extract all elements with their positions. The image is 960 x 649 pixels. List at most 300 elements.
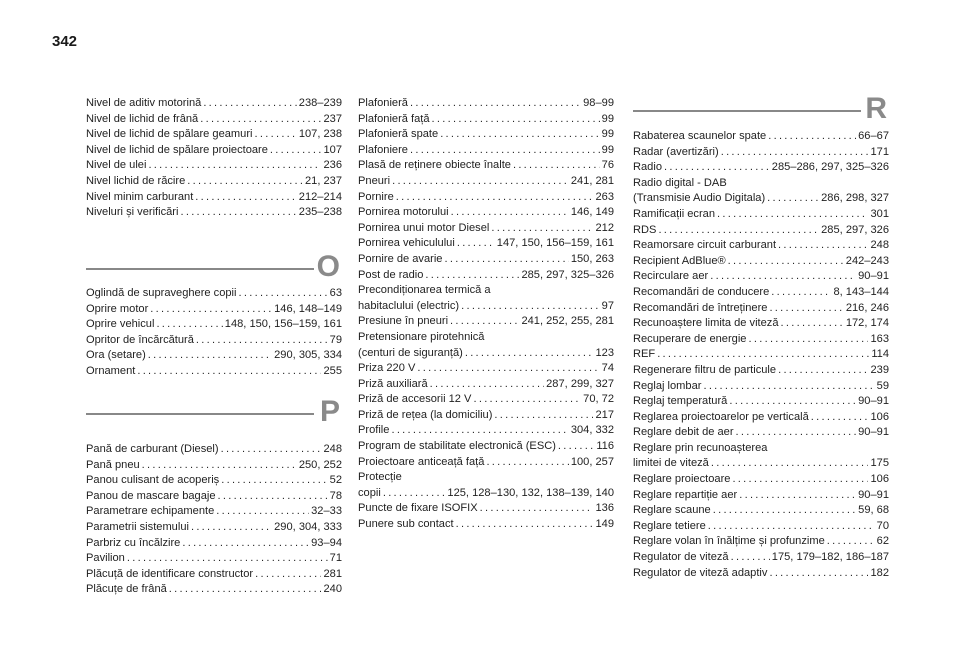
index-pages: 212	[595, 221, 614, 234]
leader-dots	[410, 96, 581, 112]
index-entry	[358, 346, 614, 362]
leader-dots	[827, 534, 875, 550]
index-pages: 238–239	[298, 97, 342, 109]
leader-dots	[480, 501, 594, 517]
index-pages: 255	[323, 364, 342, 377]
leader-dots	[732, 472, 868, 488]
leader-dots	[811, 410, 869, 426]
leader-dots	[187, 174, 303, 190]
index-pages: 150, 263	[570, 252, 614, 265]
index-pages: 285–286, 297, 325–326	[771, 161, 889, 174]
index-pages: 59	[876, 379, 889, 392]
section-rule	[86, 268, 314, 270]
index-entry	[86, 551, 342, 567]
leader-dots	[728, 254, 844, 270]
leader-dots	[558, 439, 594, 455]
index-term: Nivel de ulei	[86, 159, 147, 172]
index-term: copii	[358, 486, 381, 499]
index-term: (Transmisie Audio Digitala)	[633, 192, 766, 205]
leader-dots	[169, 582, 322, 598]
index-term: Nivel de aditiv motorină	[86, 97, 202, 109]
index-term: Pornire de avarie	[358, 252, 443, 265]
index-term: Oglindă de supraveghere copii	[86, 287, 237, 299]
index-entry	[86, 458, 342, 474]
index-entry	[358, 361, 614, 377]
index-term: Pneuri	[358, 174, 391, 187]
index-term: Recunoaștere limita de viteză	[633, 317, 779, 330]
leader-dots	[736, 425, 857, 441]
leader-dots	[430, 377, 544, 393]
index-pages: 286, 298, 327	[821, 192, 889, 205]
leader-dots	[238, 286, 327, 302]
index-term: Regulator de viteză adaptiv	[633, 566, 768, 579]
index-group-o	[86, 286, 342, 380]
index-entry	[86, 174, 342, 190]
index-entry	[358, 127, 614, 143]
index-entry	[86, 190, 342, 206]
leader-dots	[494, 408, 593, 424]
index-pages: 242–243	[845, 254, 889, 267]
index-pages: 123	[595, 346, 614, 359]
index-term: Ramificații ecran	[633, 207, 715, 220]
index-entry	[358, 205, 614, 221]
index-term: Panou culisant de acoperiș	[86, 474, 220, 487]
index-term: Parametrii sistemului	[86, 520, 189, 533]
index-entry	[633, 363, 889, 379]
index-pages: 240	[323, 583, 342, 596]
index-entry	[633, 550, 889, 566]
index-entry	[633, 145, 889, 161]
index-pages: 241, 281	[570, 174, 614, 187]
index-term: limitei de viteză	[633, 457, 709, 470]
index-entry	[358, 96, 614, 112]
leader-dots	[444, 252, 568, 268]
index-pages: 182	[870, 566, 889, 579]
index-entry	[633, 269, 889, 285]
index-pages: 172, 174	[845, 317, 889, 330]
section-letter: P	[319, 395, 340, 428]
index-entry	[358, 252, 614, 268]
index-pages: 114	[871, 348, 889, 361]
leader-dots	[396, 190, 594, 206]
index-term: Pană de carburant (Diesel)	[86, 443, 219, 455]
index-term: Regulator de viteză	[633, 551, 729, 564]
index-pages: 70	[876, 519, 889, 532]
leader-dots	[767, 191, 819, 207]
index-pages: 285, 297, 325–326	[521, 268, 614, 281]
leader-dots	[425, 268, 519, 284]
leader-dots	[739, 488, 856, 504]
leader-dots	[710, 269, 856, 285]
leader-dots	[748, 332, 868, 348]
index-term: Nivel de lichid de spălare proiectoare	[86, 143, 268, 156]
index-term: Pornirea motorului	[358, 206, 449, 219]
index-term: Reglaj temperatură	[633, 395, 728, 408]
index-entry	[358, 517, 614, 533]
index-term: Nivel lichid de răcire	[86, 174, 186, 187]
index-pages: 248	[870, 239, 889, 252]
leader-dots	[255, 127, 297, 143]
index-entry	[86, 364, 342, 380]
index-entry	[633, 503, 889, 519]
index-term: (centuri de siguranță)	[358, 346, 463, 359]
index-term: Post de radio	[358, 268, 424, 281]
index-pages: 248	[323, 443, 342, 455]
index-pages: 241, 252, 255, 281	[521, 315, 614, 328]
index-pages: 99	[601, 143, 614, 156]
index-entry	[633, 191, 889, 207]
index-pages: 212–214	[298, 190, 342, 203]
leader-dots	[491, 221, 593, 237]
index-pages: 263	[595, 190, 614, 203]
index-pages: 63	[329, 287, 342, 299]
index-entry	[633, 425, 889, 441]
index-entry	[633, 534, 889, 550]
leader-dots	[196, 333, 328, 349]
index-column-1	[86, 96, 342, 221]
leader-dots	[410, 143, 600, 159]
leader-dots	[731, 550, 770, 566]
index-term: Plafoniere	[358, 143, 408, 156]
index-entry	[633, 347, 889, 363]
index-term: Plăcuță de identificare constructor	[86, 567, 254, 580]
index-term: Punere sub contact	[358, 518, 454, 531]
leader-dots	[200, 112, 321, 128]
index-pages: 90–91	[858, 426, 889, 439]
index-entry	[633, 332, 889, 348]
index-term: Recuperare de energie	[633, 332, 747, 345]
section-letter: R	[865, 92, 887, 125]
leader-dots	[156, 317, 222, 333]
index-term: habitaclului (electric)	[358, 299, 460, 312]
index-entry	[358, 455, 614, 471]
index-pages: 237	[323, 112, 342, 125]
section-header-r	[633, 92, 889, 125]
index-pages: 146, 149	[570, 206, 614, 219]
leader-dots	[218, 489, 328, 505]
index-entry	[633, 519, 889, 535]
index-pages: 236	[323, 159, 342, 172]
index-term: Recomandări de întreținere	[633, 301, 768, 314]
index-column-2	[358, 96, 614, 533]
leader-dots	[658, 223, 819, 239]
index-term: Plafonieră față	[358, 112, 430, 125]
index-entry	[86, 112, 342, 128]
index-pages: 301	[870, 207, 889, 220]
index-entry	[633, 441, 889, 457]
index-entry	[358, 236, 614, 252]
leader-dots	[457, 236, 495, 252]
index-entry	[86, 286, 342, 302]
index-entry	[358, 330, 614, 346]
index-term: Reglare prin recunoașterea	[633, 441, 768, 454]
index-term: Nivel minim carburant	[86, 190, 194, 203]
leader-dots	[703, 379, 874, 395]
index-term: Reglarea proiectoarelor pe verticală	[633, 410, 809, 423]
leader-dots	[432, 112, 600, 128]
leader-dots	[778, 238, 868, 254]
leader-dots	[486, 455, 568, 471]
index-entry	[633, 316, 889, 332]
index-entry	[358, 112, 614, 128]
index-entry	[86, 158, 342, 174]
index-term: Niveluri și verificări	[86, 206, 179, 219]
index-pages: 59, 68	[858, 504, 889, 517]
leader-dots	[456, 517, 594, 533]
index-term: Presiune în pneuri	[358, 315, 449, 328]
index-entry	[358, 158, 614, 174]
index-pages: 71	[329, 552, 342, 565]
leader-dots	[391, 423, 568, 439]
leader-dots	[657, 347, 869, 363]
index-pages: 146, 148–149	[274, 302, 342, 315]
index-term: Nivel de lichid de frână	[86, 112, 199, 125]
index-entry	[86, 127, 342, 143]
index-group-p-cont	[358, 96, 614, 533]
index-pages: 62	[876, 535, 889, 548]
index-group-n	[86, 96, 342, 221]
leader-dots	[203, 96, 296, 112]
index-pages: 217	[595, 408, 614, 421]
section-rule	[633, 110, 861, 112]
index-term: Proiectoare anticeață față	[358, 455, 485, 468]
index-entry	[633, 301, 889, 317]
index-pages: 106	[870, 473, 889, 486]
index-entry	[86, 536, 342, 552]
index-entry	[633, 456, 889, 472]
index-term: Reglare scaune	[633, 504, 711, 517]
index-pages: 281	[323, 567, 342, 580]
index-pages: 285, 297, 326	[821, 223, 889, 236]
leader-dots	[769, 301, 843, 317]
index-term: REF	[633, 348, 656, 361]
index-entry	[633, 472, 889, 488]
index-entry	[86, 567, 342, 583]
index-term: Priză auxiliară	[358, 377, 428, 390]
leader-dots	[180, 205, 296, 221]
index-pages: 148, 150, 156–159, 161	[224, 318, 342, 331]
index-entry	[633, 129, 889, 145]
index-pages: 79	[329, 333, 342, 346]
leader-dots	[221, 473, 327, 489]
index-term: Rabaterea scaunelor spate	[633, 130, 767, 142]
index-entry	[86, 442, 342, 458]
index-pages: 290, 305, 334	[274, 349, 342, 362]
index-pages: 93–94	[311, 536, 342, 549]
index-entry	[633, 160, 889, 176]
leader-dots	[137, 364, 321, 380]
leader-dots	[440, 127, 599, 143]
index-entry	[358, 377, 614, 393]
index-pages: 90–91	[858, 395, 889, 408]
leader-dots	[729, 394, 856, 410]
index-pages: 136	[595, 502, 614, 515]
index-term: Profile	[358, 424, 390, 437]
index-pages: 90–91	[858, 488, 889, 501]
index-pages: 99	[601, 112, 614, 125]
index-entry	[86, 348, 342, 364]
leader-dots	[461, 299, 600, 315]
index-term: Pretensionare pirotehnică	[358, 330, 485, 343]
leader-dots	[417, 361, 599, 377]
index-term: Nivel de lichid de spălare geamuri	[86, 128, 253, 141]
index-pages: 149	[595, 518, 614, 531]
index-pages: 99	[601, 128, 614, 141]
index-entry	[633, 410, 889, 426]
index-pages: 32–33	[311, 505, 342, 518]
index-entry	[633, 238, 889, 254]
index-pages: 304, 332	[570, 424, 614, 437]
index-pages: 107	[323, 143, 342, 156]
index-term: Plafonieră	[358, 97, 408, 109]
leader-dots	[270, 143, 322, 159]
index-entry	[86, 333, 342, 349]
index-entry	[633, 394, 889, 410]
index-entry	[633, 176, 889, 192]
index-term: Priză de rețea (la domiciliu)	[358, 408, 493, 421]
index-term: Pană pneu	[86, 458, 140, 471]
index-term: Plasă de reținere obiecte înalte	[358, 159, 511, 172]
index-pages: 74	[601, 362, 614, 375]
section-rule	[86, 413, 314, 415]
index-group-p	[86, 442, 342, 598]
index-entry	[358, 486, 614, 502]
index-group-p-wrap	[86, 442, 342, 598]
index-entry	[633, 379, 889, 395]
index-term: Regenerare filtru de particule	[633, 363, 777, 376]
index-term: Recomandări de conducere	[633, 285, 770, 298]
index-pages: 175, 179–182, 186–187	[771, 551, 889, 564]
index-entry	[358, 174, 614, 190]
leader-dots	[191, 520, 272, 536]
leader-dots	[255, 567, 321, 583]
index-entry	[86, 205, 342, 221]
leader-dots	[771, 285, 831, 301]
section-header-o	[86, 250, 342, 283]
index-pages: 21, 237	[304, 174, 342, 187]
index-term: Recipient AdBlue®	[633, 254, 726, 267]
index-entry	[358, 423, 614, 439]
index-pages: 52	[329, 474, 342, 487]
index-term: Radio digital - DAB	[633, 176, 727, 189]
index-pages: 116	[596, 440, 614, 453]
index-entry	[86, 302, 342, 318]
index-term: Pavilion	[86, 552, 125, 565]
index-term: Priză de accesorii 12 V	[358, 393, 472, 406]
leader-dots	[708, 519, 875, 535]
index-column-3	[633, 129, 889, 581]
index-pages: 175	[870, 457, 889, 470]
index-term: Precondiționarea termică a	[358, 284, 491, 297]
index-pages: 216, 246	[845, 301, 889, 314]
index-term: Reglaj lombar	[633, 379, 702, 392]
index-entry	[633, 223, 889, 239]
index-term: Parametrare echipamente	[86, 505, 215, 518]
index-entry	[358, 143, 614, 159]
index-pages: 8, 143–144	[833, 285, 889, 298]
index-term: Program de stabilitate electronică (ESC)	[358, 440, 556, 453]
leader-dots	[392, 174, 569, 190]
leader-dots	[142, 458, 297, 474]
leader-dots	[195, 190, 297, 206]
index-pages: 90–91	[858, 270, 889, 283]
index-term: Parbriz cu încălzire	[86, 536, 181, 549]
index-term: Plăcuțe de frână	[86, 583, 167, 596]
index-pages: 250, 252	[298, 458, 342, 471]
index-entry	[358, 268, 614, 284]
index-entry	[358, 221, 614, 237]
index-pages: 66–67	[858, 130, 889, 142]
index-term: Oprire motor	[86, 302, 149, 315]
index-term: Panou de mascare bagaje	[86, 489, 216, 502]
leader-dots	[769, 566, 868, 582]
leader-dots	[465, 346, 594, 362]
index-entry	[86, 143, 342, 159]
index-term: Puncte de fixare ISOFIX	[358, 502, 478, 515]
index-pages: 107, 238	[298, 128, 342, 141]
index-term: RDS	[633, 223, 657, 236]
index-entry	[358, 470, 614, 486]
index-pages: 97	[601, 299, 614, 312]
leader-dots	[127, 551, 328, 567]
leader-dots	[717, 207, 868, 223]
index-pages: 106	[870, 410, 889, 423]
leader-dots	[664, 160, 770, 176]
index-entry	[358, 190, 614, 206]
leader-dots	[711, 456, 869, 472]
index-pages: 163	[870, 332, 889, 345]
index-entry	[358, 439, 614, 455]
index-term: Protecție	[358, 471, 402, 484]
index-term: Reglare volan în înălțime și profunzime	[633, 535, 825, 548]
leader-dots	[150, 302, 272, 318]
index-term: Oprire vehicul	[86, 318, 155, 331]
index-entry	[633, 488, 889, 504]
index-group-r	[633, 129, 889, 581]
index-pages: 287, 299, 327	[546, 377, 614, 390]
index-entry	[86, 489, 342, 505]
index-entry	[358, 408, 614, 424]
index-pages: 76	[601, 159, 614, 172]
index-pages: 70, 72	[583, 393, 614, 406]
leader-dots	[713, 503, 856, 519]
leader-dots	[721, 145, 869, 161]
leader-dots	[768, 129, 856, 145]
index-entry	[633, 285, 889, 301]
leader-dots	[148, 158, 321, 174]
index-entry	[86, 520, 342, 536]
index-term: Priza 220 V	[358, 362, 416, 375]
leader-dots	[513, 158, 600, 174]
index-pages: 147, 150, 156–159, 161	[496, 237, 614, 250]
leader-dots	[148, 348, 272, 364]
index-term: Radio	[633, 161, 662, 174]
index-entry	[86, 96, 342, 112]
index-entry	[358, 501, 614, 517]
index-entry	[358, 392, 614, 408]
index-pages: 125, 128–130, 132, 138–139, 140	[447, 486, 614, 499]
index-entry	[358, 299, 614, 315]
index-term: Reamorsare circuit carburant	[633, 239, 777, 252]
index-term: Opritor de încărcătură	[86, 333, 194, 346]
index-term: Recirculare aer	[633, 270, 709, 283]
index-entry	[633, 566, 889, 582]
index-term: Reglare debit de aer	[633, 426, 734, 439]
leader-dots	[473, 392, 581, 408]
index-entry	[633, 207, 889, 223]
index-pages: 239	[870, 363, 889, 376]
section-letter: O	[316, 250, 340, 283]
